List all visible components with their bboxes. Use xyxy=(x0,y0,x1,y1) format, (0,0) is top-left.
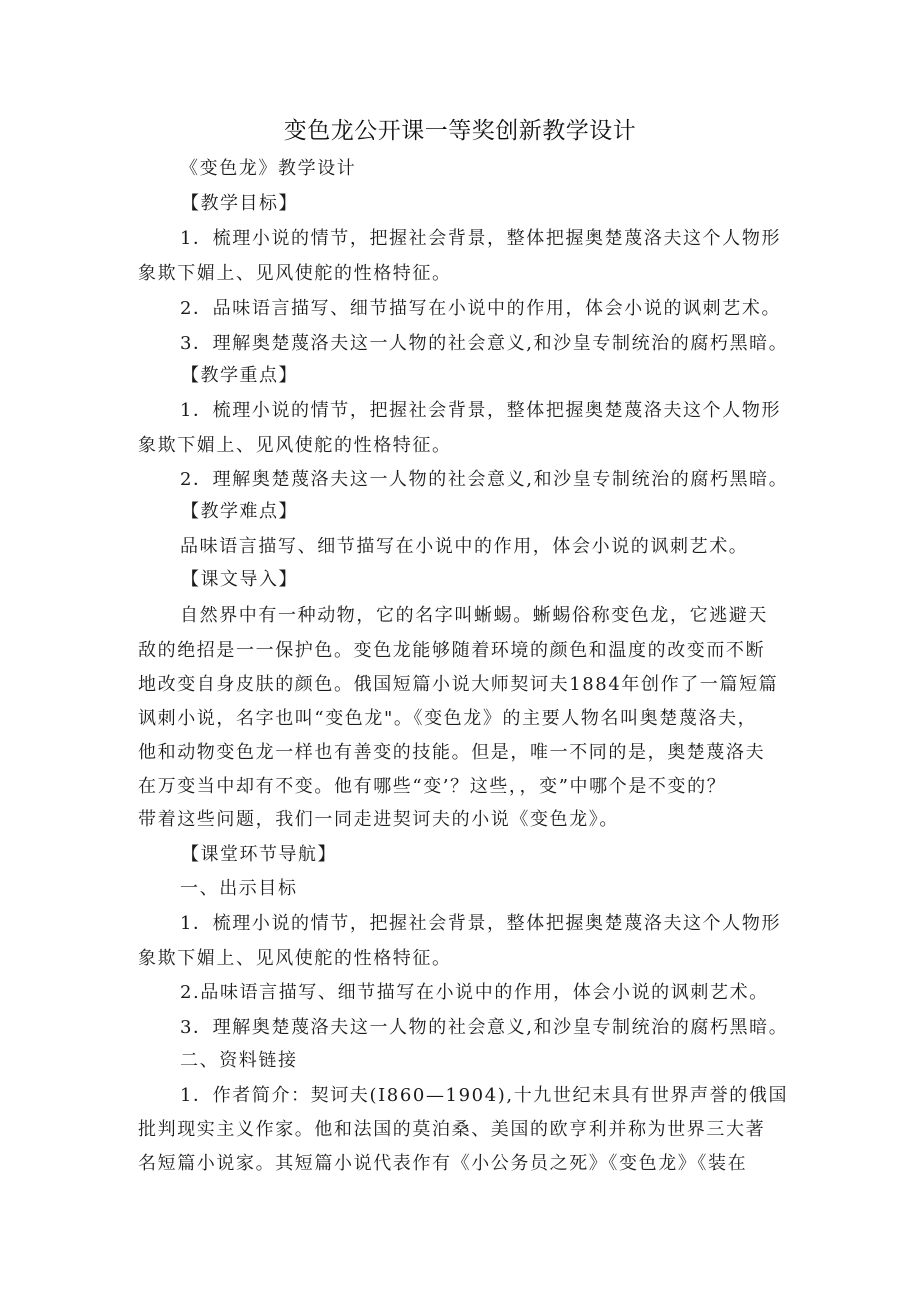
section-heading-introduction: 【课文导入】 xyxy=(181,569,298,590)
paragraph-line: 2．品味语言描写、细节描写在小说中的作用，体会小说的讽刺艺术。 xyxy=(180,298,782,319)
subheading-goals: 一、出示目标 xyxy=(180,878,298,899)
section-heading-objectives: 【教学目标】 xyxy=(181,193,298,214)
paragraph-line: 批判现实主义作家。他和法国的莫泊桑、美国的欧亨利并称为世界三大著 xyxy=(138,1119,766,1140)
paragraph-line: 1．梳理小说的情节，把握社会背景，整体把握奥楚蔑洛夫这个人物形 xyxy=(180,913,782,934)
paragraph-line: 象欺下媚上、见风使舵的性格特征。 xyxy=(138,435,452,456)
paragraph-line: 地改变自身皮肤的颜色。俄国短篇小说大师契诃夫1884年创作了一篇短篇 xyxy=(138,674,779,695)
paragraph-line: 自然界中有一种动物，它的名字叫蜥蜴。蜥蜴俗称变色龙，它逃避天 xyxy=(180,605,768,626)
paragraph-line: 象欺下媚上、见风使舵的性格特征。 xyxy=(138,263,452,284)
section-heading-difficulties: 【教学难点】 xyxy=(181,501,298,522)
paragraph-line: 1．作者简介：契诃夫(I860—1904),十九世纪末具有世界声誉的俄国 xyxy=(180,1085,789,1106)
paragraph-line: 2．理解奥楚蔑洛夫这一人物的社会意义,和沙皇专制统治的腐朽黑暗。 xyxy=(180,469,789,490)
section-heading-navigation: 【课堂环节导航】 xyxy=(181,844,337,865)
section-heading-key-points: 【教学重点】 xyxy=(181,365,298,386)
paragraph-line: 名短篇小说家。其短篇小说代表作有《小公务员之死》《变色龙》《装在 xyxy=(138,1153,748,1174)
paragraph-line: 在万变当中却有不变。他有哪些“变’？这些，，变”中哪个是不变的？ xyxy=(138,776,727,797)
paragraph-line: 带着这些问题，我们一同走进契诃夫的小说《变色龙》。 xyxy=(138,809,619,830)
paragraph-line: 3．理解奥楚蔑洛夫这一人物的社会意义,和沙皇专制统治的腐朽黑暗。 xyxy=(180,333,789,354)
subtitle-line: 《变色龙》教学设计 xyxy=(180,158,357,179)
paragraph-line: 2.品味语言描写、细节描写在小说中的作用，体会小说的讽刺艺术。 xyxy=(180,982,769,1003)
subheading-resources: 二、资料链接 xyxy=(180,1050,298,1071)
paragraph-line: 讽刺小说，名字也叫“变色龙"。《变色龙》的主要人物名叫奥楚蔑洛夫， xyxy=(138,708,758,729)
paragraph-line: 品味语言描写、细节描写在小说中的作用，体会小说的讽刺艺术。 xyxy=(180,536,749,557)
document-title: 变色龙公开课一等奖创新教学设计 xyxy=(283,118,637,144)
paragraph-line: 3．理解奥楚蔑洛夫这一人物的社会意义,和沙皇专制统治的腐朽黑暗。 xyxy=(180,1017,789,1038)
paragraph-line: 敌的绝招是一一保护色。变色龙能够随着环境的颜色和温度的改变而不断 xyxy=(138,640,766,661)
paragraph-line: 1．梳理小说的情节，把握社会背景，整体把握奥楚蔑洛夫这个人物形 xyxy=(180,228,782,249)
paragraph-line: 他和动物变色龙一样也有善变的技能。但是，唯一不同的是，奥楚蔑洛夫 xyxy=(138,742,766,763)
paragraph-line: 1．梳理小说的情节，把握社会背景，整体把握奥楚蔑洛夫这个人物形 xyxy=(180,400,782,421)
paragraph-line: 象欺下媚上、见风使舵的性格特征。 xyxy=(138,948,452,969)
